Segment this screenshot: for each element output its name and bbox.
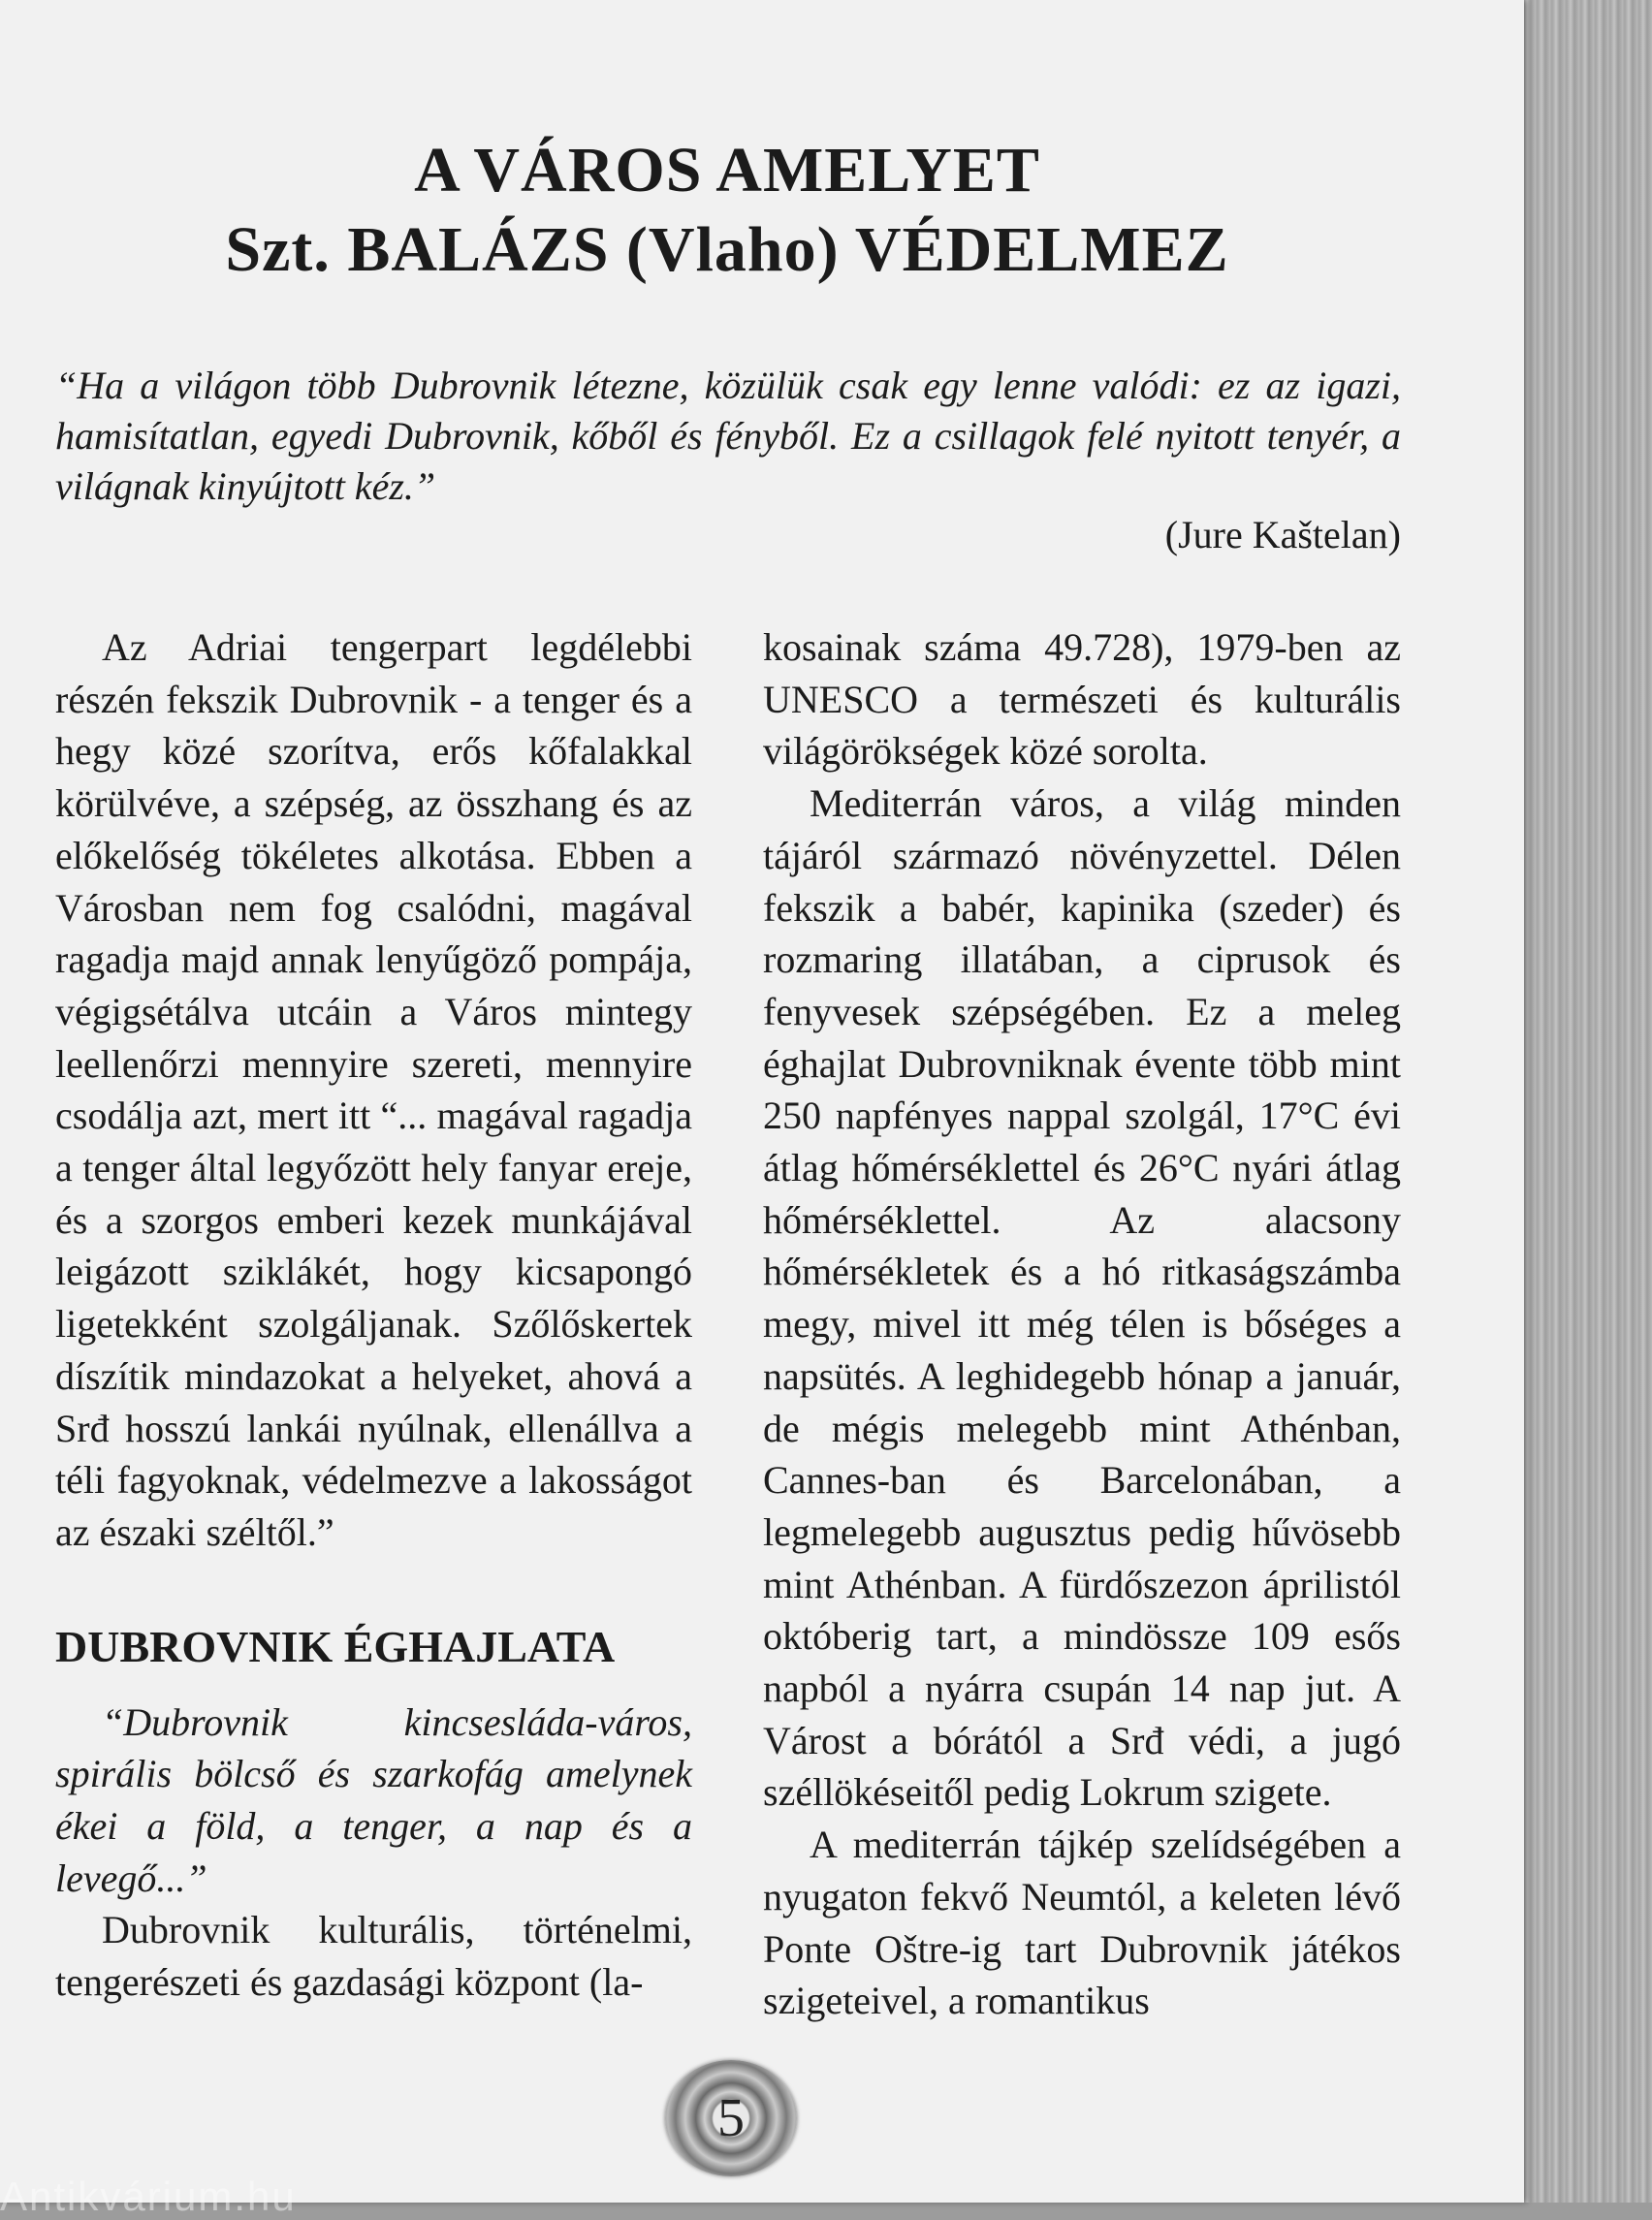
watermark: Antikvárium.hu: [0, 2173, 297, 2219]
book-spine-edge: [1520, 0, 1652, 2203]
paragraph: Az Adriai tengerpart legdélebbi részén fekszik Dubrovnik - a tenger és a hegy közé szorítva, erős kőfalakkal körülvéve, a szépség, az összhang és az előkelőség tökéletes alkotása. Ebben a Városban nem fog csalódni, magával ragadja majd annak lenyűgöző pompája, végigsétálva utcáin a Város mintegy leellenőrzi mennyire szereti, mennyire csodálja azt, mert itt “... magával ragadja a tenger által legyőzött hely fanyar ereje, és a szorgos emberi kezek munkájával leigázott sziklákét, hogy kicsapongó ligetekként szolgáljanak. Szőlőskertek díszítik mindazokat a helyeket, ahová a Srđ hosszú lankái nyúlnak, ellenállva a téli fagyoknak, védelmezve a lakosságot az északi széltől.”: [55, 625, 692, 1554]
paragraph: Mediterrán város, a világ minden tájáról származó növényzettel. Délen fekszik a babér, kapinika (szeder) és rozmaring illatában, a ciprusok és fenyvesek szépségében. Ez a meleg éghajlat Dubrovniknak évente több mint 250 napfényes nappal szolgál, 17°C évi átlag hőmérséklettel és 26°C nyári átlag hőmérséklettel. Az alacsony hőmérsékletek és a hó ritkaságszámba megy, mivel itt még télen is bőséges a napsütés. A leghidegebb hónap a január, de mégis melegebb mint Athénban, Cannes-ban és Barcelonában, a legmelegebb augusztus pedig hűvösebb mint Athénban. A fürdőszezon áprilistól októberig tart, a mindössze 109 esős napból a nyárra csupán 14 nap jut. A Várost a bórától a Srđ védi, a jugó széllökéseitől pedig Lokrum szigete.: [763, 781, 1401, 1815]
opening-quote: “Ha a világon több Dubrovnik létezne, közülük csak egy lenne valódi: ez az igazi, hamisítatlan, egyedi Dubrovnik, kőből és fényből. Ez a csillagok felé nyitott tenyér, a világnak kinyújtott kéz.”: [55, 364, 1401, 508]
title-line-1: A VÁROS AMELYET: [414, 135, 1040, 206]
page-number-medallion: [665, 2060, 797, 2176]
title-line-2: Szt. BALÁZS (Vlaho) VÉDELMEZ: [225, 214, 1229, 285]
text-column-right: [763, 621, 1401, 2027]
page-title: [0, 131, 1454, 290]
section-heading: DUBROVNIK ÉGHAJLATA: [55, 1621, 616, 1671]
quote-author: (Jure Kaštelan): [1164, 513, 1401, 556]
page-number: 5: [717, 2088, 745, 2148]
section-epigraph: “Dubrovnik kincsesláda-város, spirális bölcső és szarkofág amelynek ékei a föld, a tenger, a nap és a levegő...”: [55, 1699, 692, 1900]
text-column-left: [55, 621, 692, 2009]
paragraph: kosainak száma 49.728), 1979-ben az UNESCO a természeti és kulturális világörökségek közé sorolta.: [763, 625, 1401, 774]
paragraph: A mediterrán tájkép szelídségében a nyugaton fekvő Neumtól, a keleten lévő Ponte Oštre-ig tart Dubrovnik játékos szigeteivel, a romantikus: [763, 1823, 1401, 2023]
paragraph: Dubrovnik kulturális, történelmi, tengerészeti és gazdasági központ (la-: [55, 1908, 692, 2005]
